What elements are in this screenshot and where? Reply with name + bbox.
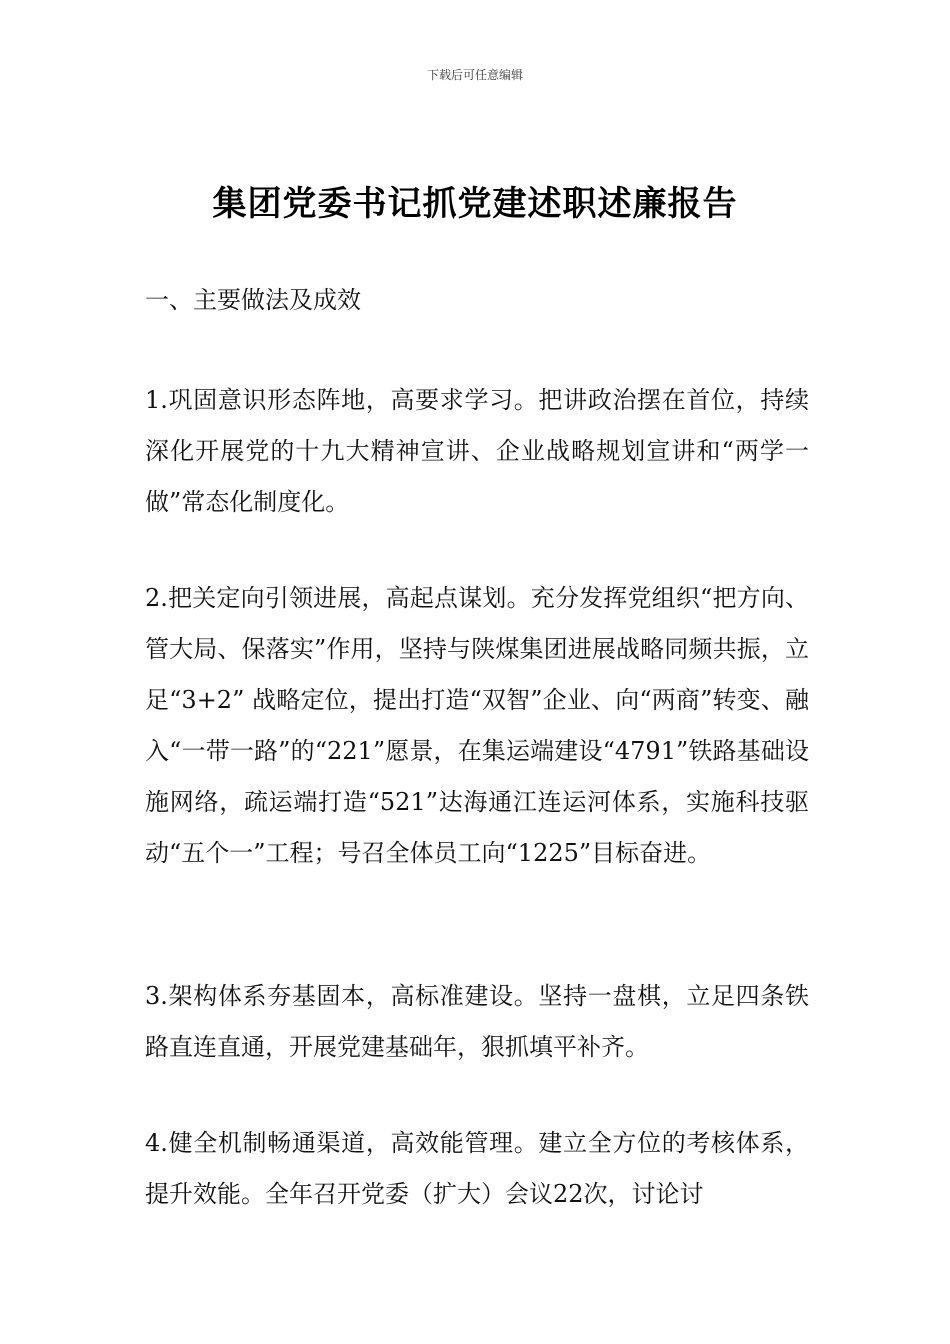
paragraph-2: 2.把关定向引领进展，高起点谋划。充分发挥党组织“把方向、管大局、保落实”作用，坚持与陕煤集团进展战略同频共振，立足“3+2” 战略定位，提出打造“双智”企业、向“两商”转变、融入“一带一路”的“221”愿景，在集运端建设“4791”铁路基础设施网络，疏运端打造“521”达海通江连运河体系，实施科技驱动“五个一”工程；号召全体员工向“1225”目标奋进。 xyxy=(145,584,809,867)
paragraph-3: 3.架构体系夯基固本，高标准建设。坚持一盘棋，立足四条铁路直连直通，开展党建基础年，狠抓填平补齐。 xyxy=(145,982,809,1061)
page-header-note: 下载后可任意编辑 xyxy=(426,68,523,82)
section-heading: 一、主要做法及成效 xyxy=(145,286,361,314)
paragraph-1: 1.巩固意识形态阵地，高要求学习。把讲政治摆在首位，持续深化开展党的十九大精神宣讲、企业战略规划宣讲和“两学一做”常态化制度化。 xyxy=(145,386,809,516)
document-title: 集团党委书记抓党建述职述廉报告 xyxy=(212,184,738,224)
paragraph-4: 4.健全机制畅通渠道，高效能管理。建立全方位的考核体系，提升效能。全年召开党委（扩大）会议22次，讨论讨 xyxy=(145,1129,809,1208)
